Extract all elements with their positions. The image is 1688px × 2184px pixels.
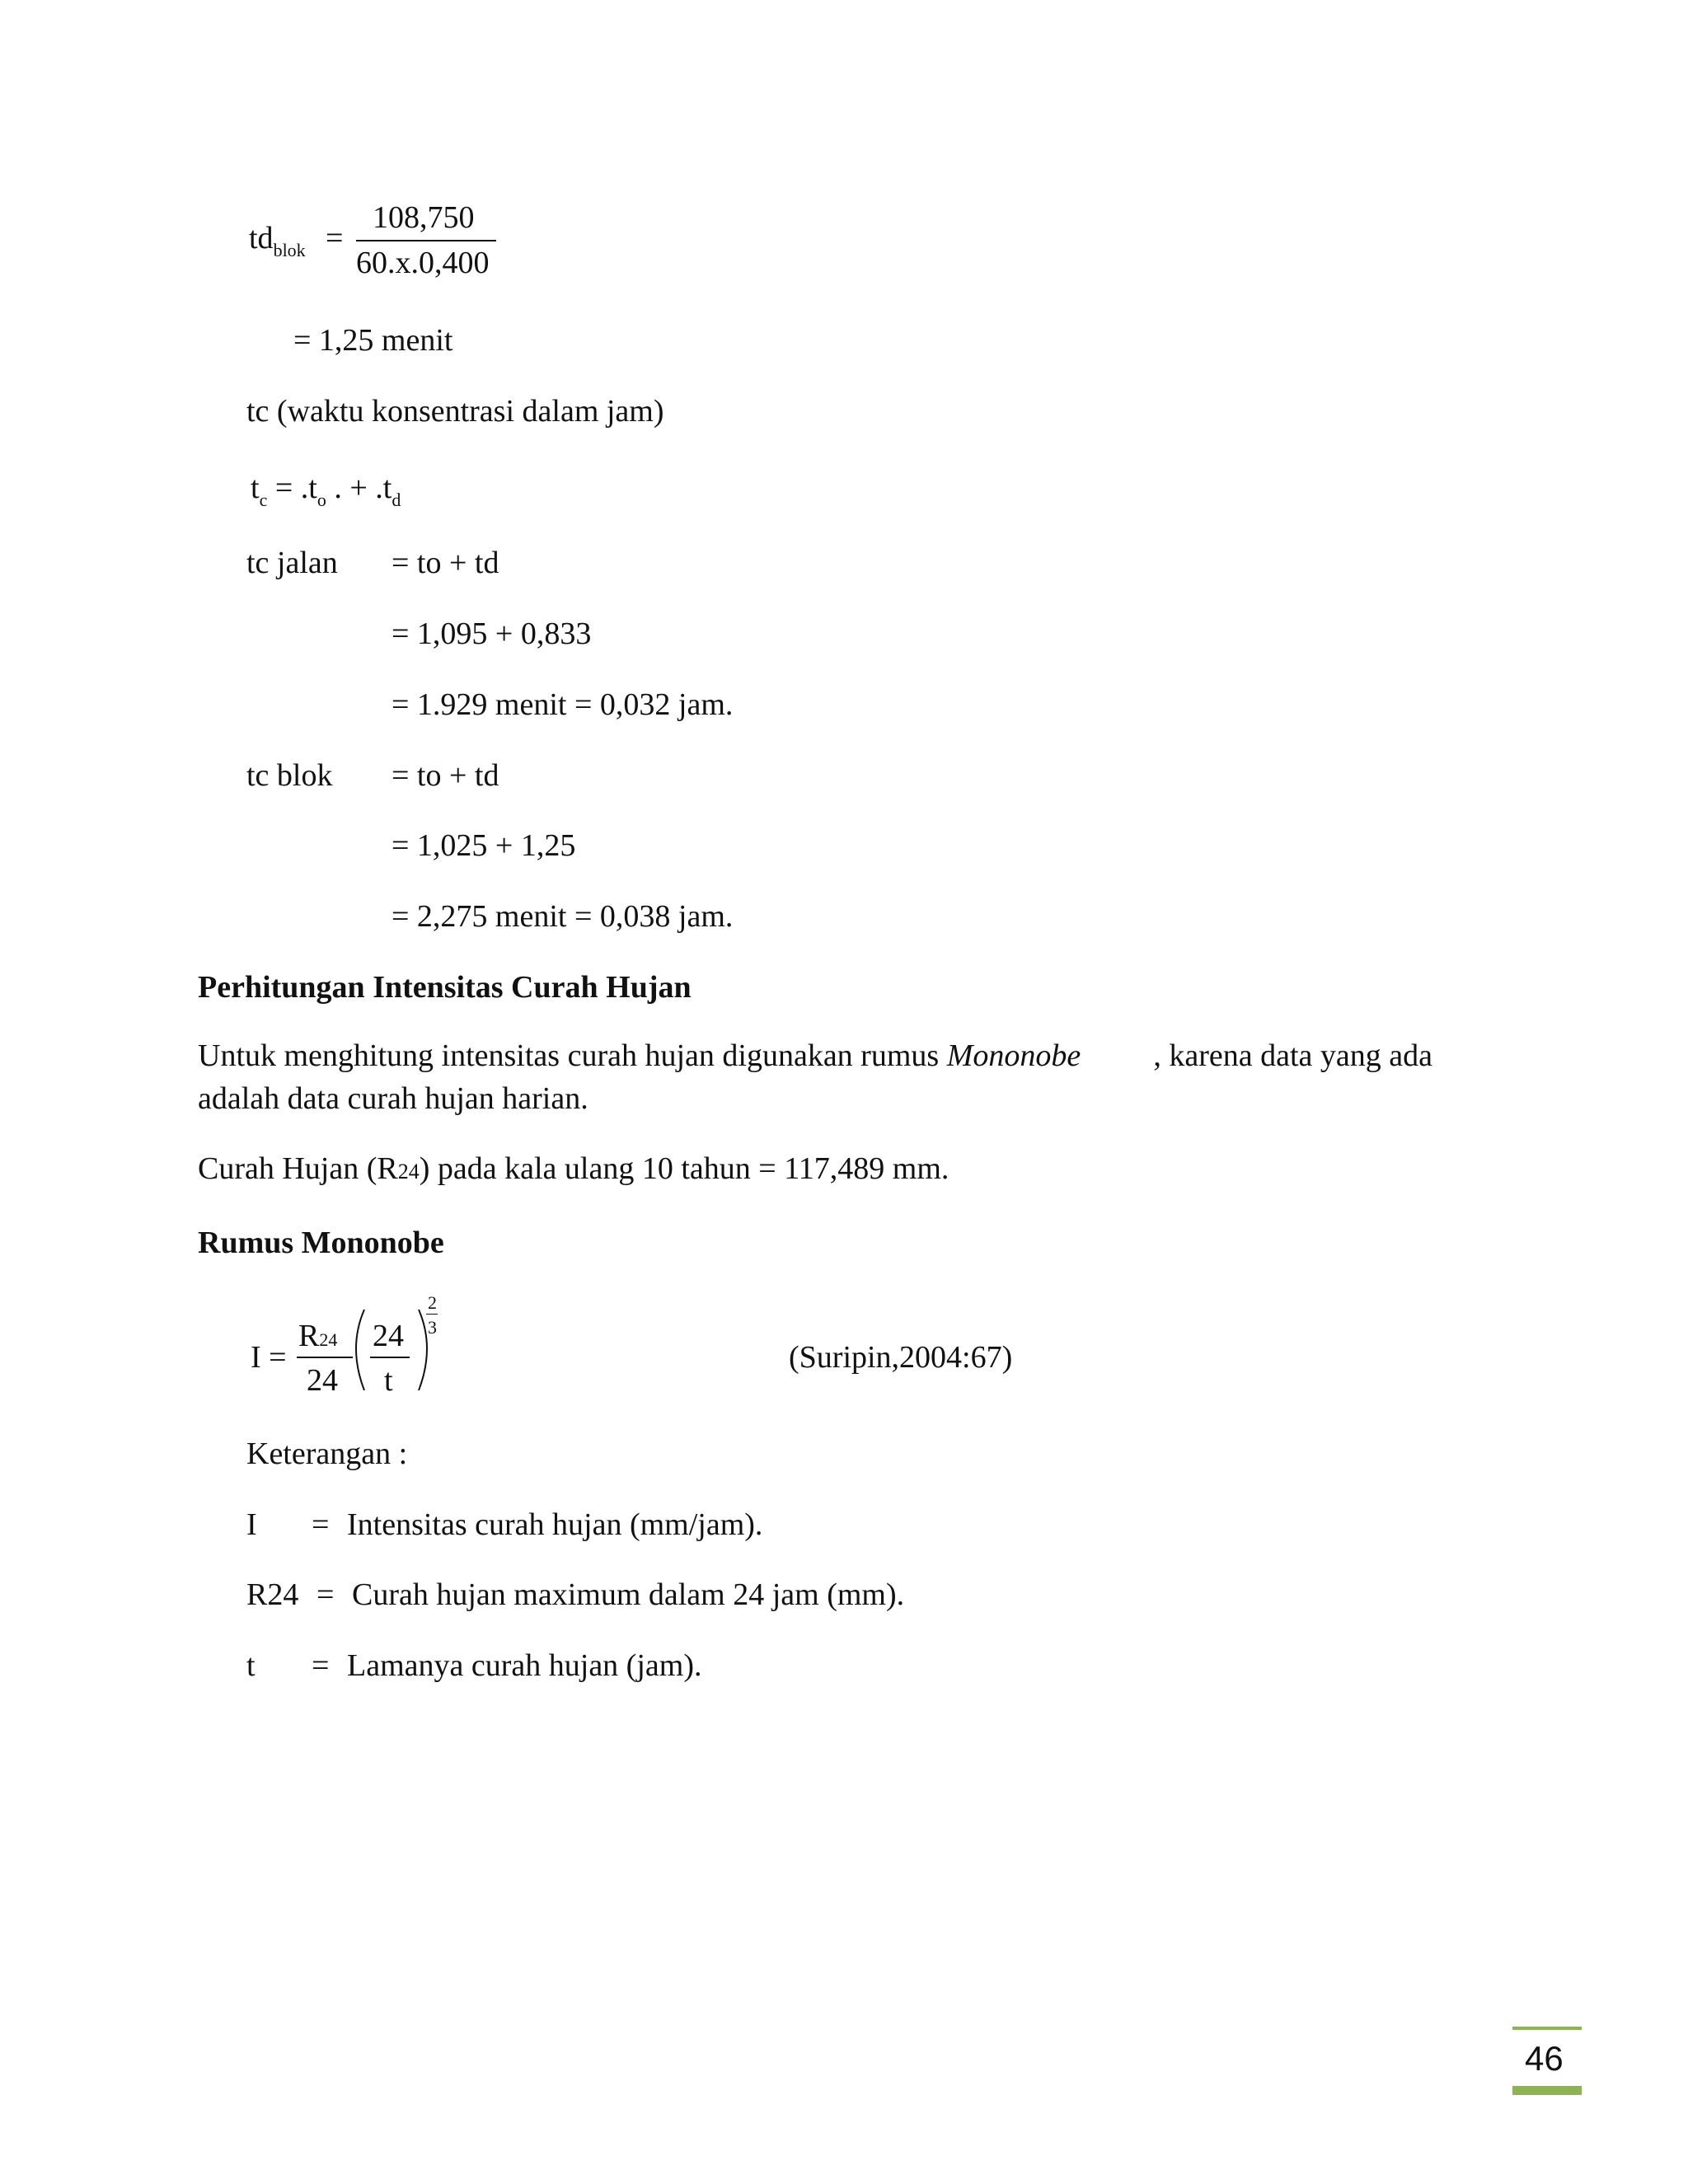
page-number-top-rule xyxy=(1512,2027,1582,2030)
formula-outer-fraction-bar xyxy=(297,1357,353,1358)
formula-citation: (Suripin,2004:67) xyxy=(789,1340,1013,1375)
keterangan-desc: Curah hujan maximum dalam 24 jam (mm). xyxy=(352,1577,905,1612)
tc-sub-d: d xyxy=(392,490,401,510)
tc-eq: = .t xyxy=(267,471,317,505)
section-heading-intensity: Perhitungan Intensitas Curah Hujan xyxy=(198,970,692,1005)
td-blok-lhs xyxy=(249,221,306,260)
tc-label: tc (waktu konsentrasi dalam jam) xyxy=(246,394,664,429)
tc-sub-o: o xyxy=(316,490,326,510)
td-equals: = xyxy=(326,221,344,255)
page-number-bottom-bar xyxy=(1512,2086,1582,2095)
formula-lhs: I = xyxy=(251,1340,287,1375)
tc-blok-line-1: = to + td xyxy=(392,758,499,793)
keterangan-desc: Lamanya curah hujan (jam). xyxy=(347,1648,702,1683)
tc-formula xyxy=(251,471,401,510)
formula-r-symbol: R xyxy=(298,1319,320,1353)
td-numerator: 108,750 xyxy=(373,200,475,235)
keterangan-symbol: I xyxy=(246,1507,257,1542)
keterangan-equals: = xyxy=(316,1577,335,1612)
tc-sub-c: c xyxy=(259,490,268,510)
keterangan-label: Keterangan : xyxy=(246,1436,408,1471)
tc-blok-line-3: = 2,275 menit = 0,038 jam. xyxy=(392,899,734,934)
formula-inner-num: 24 xyxy=(373,1319,404,1353)
rainfall-pre: Curah Hujan (R xyxy=(198,1151,398,1186)
intro-part2: , karena data yang ada xyxy=(1153,1038,1432,1073)
rainfall-post: ) pada kala ulang 10 tahun = 117,489 mm. xyxy=(419,1151,950,1186)
formula-r xyxy=(298,1320,337,1352)
page-number: 46 xyxy=(1525,2039,1564,2078)
formula-inner-den: t xyxy=(384,1363,393,1398)
keterangan-symbol: R24 xyxy=(246,1577,299,1612)
intro-paragraph xyxy=(198,1034,1432,1120)
tc-blok-label: tc blok xyxy=(246,758,333,793)
formula-exp-den: 3 xyxy=(428,1317,437,1338)
intro-text xyxy=(198,1034,1081,1077)
section-heading-formula: Rumus Mononobe xyxy=(198,1226,444,1260)
intro-line-1 xyxy=(198,1034,1432,1077)
tc-jalan-label: tc jalan xyxy=(246,546,338,580)
formula-inner-fraction-bar xyxy=(370,1357,410,1358)
keterangan-symbol: t xyxy=(246,1648,256,1683)
keterangan-desc: Intensitas curah hujan (mm/jam). xyxy=(347,1507,763,1542)
td-subscript: blok xyxy=(273,240,306,260)
tc-jalan-line-2: = 1,095 + 0,833 xyxy=(392,616,592,651)
formula-exp-num: 2 xyxy=(428,1292,437,1313)
formula-den: 24 xyxy=(307,1363,338,1398)
formula-r-sub: 24 xyxy=(319,1329,338,1350)
tc-blok-line-2: = 1,025 + 1,25 xyxy=(392,828,576,863)
tc-jalan-line-3: = 1.929 menit = 0,032 jam. xyxy=(392,687,734,722)
td-result: = 1,25 menit xyxy=(293,323,453,358)
tc-jalan-line-1: = to + td xyxy=(392,546,499,580)
keterangan-equals: = xyxy=(312,1507,330,1542)
keterangan-equals: = xyxy=(312,1648,330,1683)
formula-exp-bar xyxy=(426,1314,438,1315)
rainfall-line xyxy=(198,1153,949,1184)
tc-plus: . + .t xyxy=(326,471,392,505)
intro-part1: Untuk menghitung intensitas curah hujan digunakan rumus xyxy=(198,1038,947,1073)
td-symbol: td xyxy=(249,221,274,255)
tc-t: t xyxy=(251,471,260,505)
intro-line-2: adalah data curah hujan harian. xyxy=(198,1081,588,1116)
rainfall-sub: 24 xyxy=(397,1160,420,1183)
td-fraction-bar xyxy=(356,240,496,241)
intro-italic-mononobe: Mononobe xyxy=(946,1038,1081,1073)
td-denominator: 60.x.0,400 xyxy=(356,246,490,280)
